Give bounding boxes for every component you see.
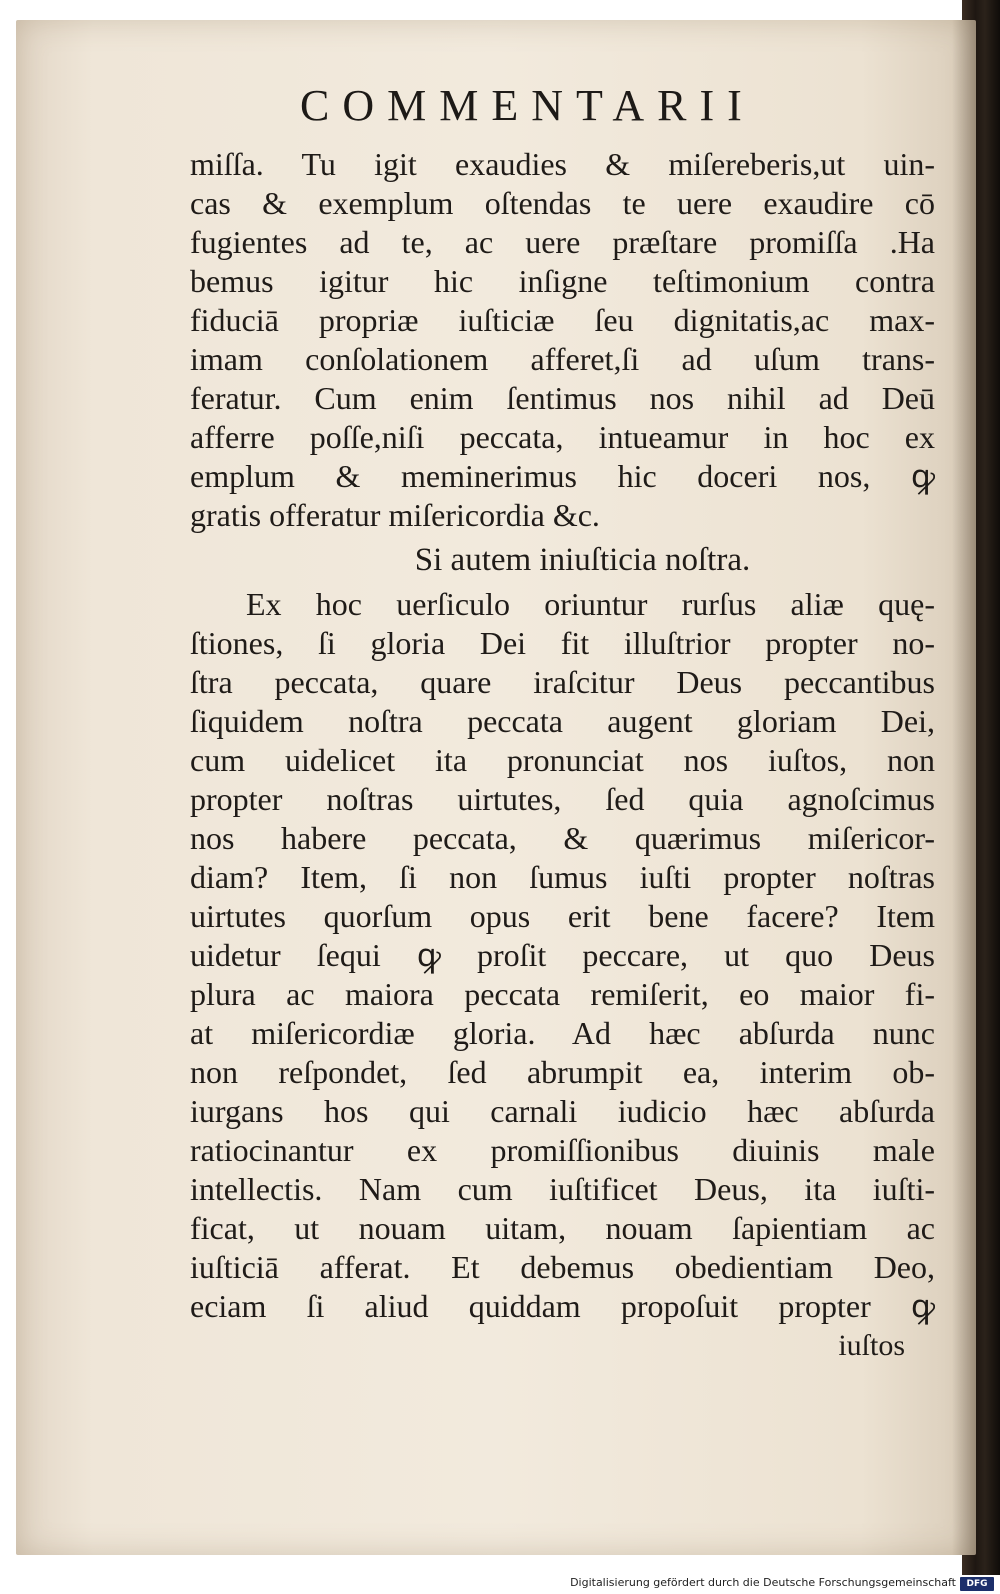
text-line: non reſpondet, ſed abrumpit ea, interim ob- — [190, 1054, 935, 1090]
text-line: at miſericordiæ gloria. Ad hæc abſurda nunc — [190, 1015, 935, 1051]
text-line: Ex hoc uerſiculo oriuntur rurſus aliæ quę- — [246, 586, 935, 622]
text-line: feratur. Cum enim ſentimus nos nihil ad Deū — [190, 380, 935, 416]
text-line: fugientes ad te, ac uere præſtare promiſſa .Ha — [190, 224, 935, 260]
funding-credit: Digitalisierung gefördert durch die Deutsche Forschungsgemeinschaft — [570, 1576, 956, 1589]
text-line: cum uidelicet ita pronunciat nos iuſtos, non — [190, 742, 935, 778]
catchword: iuſtos — [838, 1329, 905, 1362]
text-line: iurgans hos qui carnali iudicio hæc abſurda — [190, 1093, 935, 1129]
text-line: imam conſolationem afferet,ſi ad uſum trans- — [190, 341, 935, 377]
text-line: ficat, ut nouam uitam, nouam ſapientiam ac — [190, 1210, 935, 1246]
text-line: ſiquidem noſtra peccata augent gloriam Dei, — [190, 703, 935, 739]
page-text — [190, 145, 935, 1366]
text-line: gratis offeratur miſericordia &c. — [190, 497, 600, 533]
footer-bar — [0, 1575, 1000, 1594]
text-line: propter noſtras uirtutes, ſed quia agnoſcimus — [190, 781, 935, 817]
text-line: emplum & meminerimus hic doceri nos, ꝙ — [190, 458, 935, 494]
text-line: cas & exemplum oſtendas te uere exaudire cō — [190, 185, 935, 221]
text-line: afferre poſſe,niſi peccata, intueamur in hoc ex — [190, 419, 935, 455]
text-line: ratiocinantur ex promiſſionibus diuinis male — [190, 1132, 935, 1168]
text-line: plura ac maiora peccata remiſerit, eo maior fi- — [190, 976, 935, 1012]
text-line: eciam ſi aliud quiddam propoſuit propter ꝙ — [190, 1288, 935, 1324]
running-header: COMMENTARII — [300, 81, 755, 130]
text-line: miſſa. Tu igit exaudies & miſereberis,ut uin- — [190, 146, 935, 182]
text-line: iuſticiā afferat. Et debemus obedientiam Deo, — [190, 1249, 935, 1285]
text-line: bemus igitur hic inſigne teſtimonium contra — [190, 263, 935, 299]
text-line: uidetur ſequi ꝙ proſit peccare, ut quo Deus — [190, 937, 935, 973]
text-line: ſtra peccata, quare iraſcitur Deus peccantibus — [190, 664, 935, 700]
text-line: fiduciā propriæ iuſticiæ ſeu dignitatis,ac max- — [190, 302, 935, 338]
page-gutter-shadow — [952, 20, 976, 1555]
text-line: intellectis. Nam cum iuſtificet Deus, ita iuſti- — [190, 1171, 935, 1207]
text-line: nos habere peccata, & quærimus miſericor- — [190, 820, 935, 856]
text-line: ſtiones, ſi gloria Dei fit illuſtrior propter no- — [190, 625, 935, 661]
text-line: uirtutes quorſum opus erit bene facere? Item — [190, 898, 935, 934]
section-title: Si autem iniuſticia noſtra. — [414, 542, 751, 578]
dfg-logo: DFG — [960, 1577, 994, 1591]
text-line: diam? Item, ſi non ſumus iuſti propter noſtras — [190, 859, 935, 895]
